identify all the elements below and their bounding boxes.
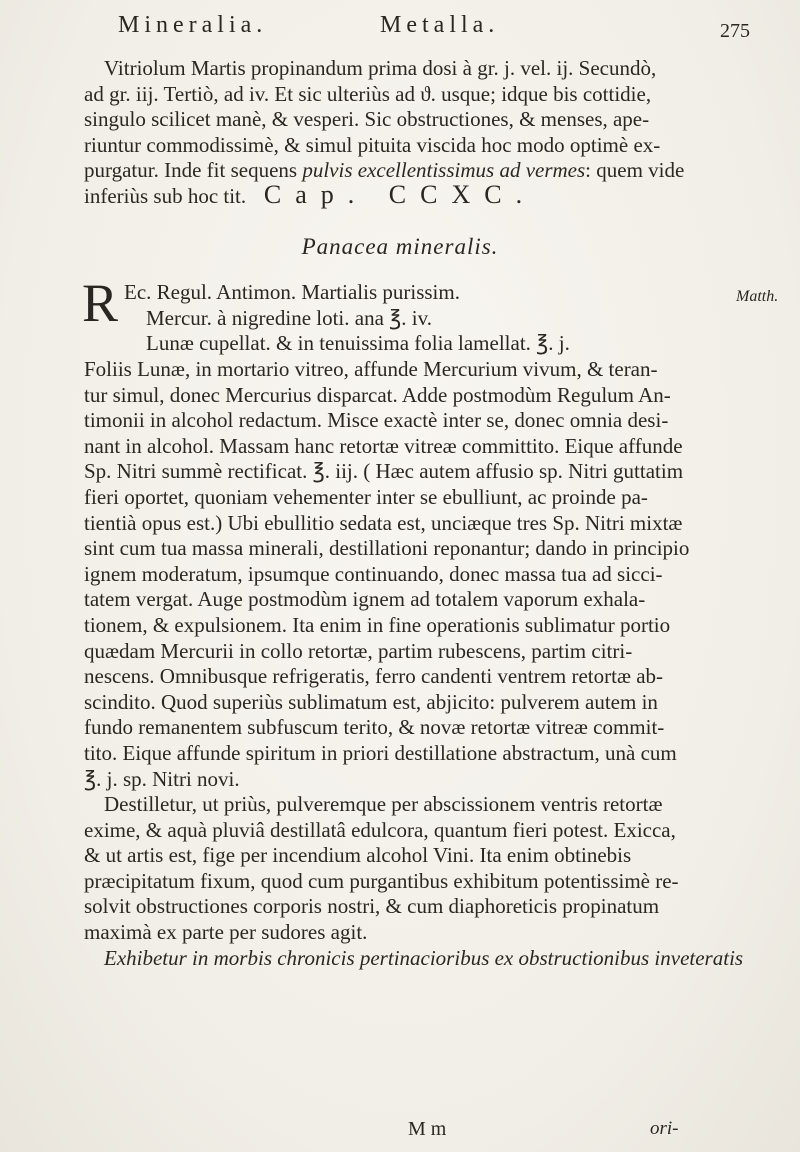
body-line: tatem vergat. Auge postmodùm ignem ad totalem vaporum exhala- [84, 587, 646, 612]
body-line: fundo remanentem subfuscum terito, & novæ retortæ vitreæ commit- [84, 715, 665, 740]
recipe-line: Mercur. à nigredine loti. ana ℥. iv. [146, 305, 433, 330]
intro-line: ad gr. iij. Tertiò, ad iv. Et sic ulteriùs ad ϑ. usque; idque bis cottidie, [84, 81, 652, 106]
body-line: sint cum tua massa minerali, destillationi reponantur; dando in principio [84, 536, 690, 561]
recipe-line: Ec. Regul. Antimon. Martialis purissim. [124, 280, 460, 304]
chapter-heading: Cap. CCXC. [263, 180, 537, 209]
body-line: tientià opus est.) Ubi ebullitio sedata est, unciæque tres Sp. Nitri mixtæ [84, 510, 683, 535]
body-line: timonii in alcohol redactum. Misce exactè inter se, donec omnia desi- [84, 408, 669, 433]
running-head-right: Metalla. [380, 12, 500, 38]
body-line: præcipitatum fixum, quod cum purgantibus exhibitum potentissimè re- [84, 868, 679, 893]
intro-line-tail: : quem vide [585, 158, 685, 183]
remedy-title: pulvis excellentissimus ad vermes [302, 158, 586, 183]
intro-line: singulo scilicet manè, & vesperi. Sic obstructiones, & menses, ape- [84, 107, 650, 132]
body-line: fieri oportet, quoniam vehementer inter se ebulliunt, ac proinde pa- [84, 484, 648, 509]
body-line: scindito. Quod superiùs sublimatum est, abjicito: pulverem autem in [84, 689, 658, 714]
body-line: quædam Mercurii in collo retortæ, partim rubescens, partim citri- [84, 638, 633, 663]
body-line: tionem, & expulsionem. Ita enim in fine operationis sublimatur portio [84, 612, 671, 637]
intro-line: Vitriolum Martis propinandum prima dosi à gr. j. vel. ij. Secundò, [104, 56, 657, 80]
running-head-left: Mineralia. [118, 12, 268, 38]
running-head [118, 12, 718, 52]
closing-italic-line: Exhibetur in morbis chronicis pertinacioribus ex obstructionibus inveteratis [104, 945, 744, 970]
body-line: tur simul, donec Mercurius disparcat. Adde postmodùm Regulum An- [84, 382, 671, 407]
body-line: Destilletur, ut priùs, pulveremque per abscissionem ventris retortæ [104, 792, 663, 817]
page-number: 275 [720, 20, 750, 42]
body-line: nant in alcohol. Massam hanc retortæ vitreæ committito. Eique affunde [84, 433, 683, 458]
chapter-subtitle: Panacea mineralis. [301, 234, 499, 259]
intro-line: inferiùs sub hoc tit. [84, 183, 247, 208]
drop-cap: R [82, 273, 119, 333]
catchword: ori- [650, 1118, 679, 1139]
body-line: & ut artis est, fige per incendium alcohol Vini. Ita enim obtinebis [84, 843, 632, 868]
intro-line-text: purgatur. Inde fit sequens [84, 158, 298, 183]
body-line: ℥. j. sp. Nitri novi. [84, 766, 240, 791]
body-paragraph [84, 357, 774, 971]
recipe-block [84, 280, 774, 357]
recipe-line: Lunæ cupellat. & in tenuissima folia lamellat. ℥. j. [146, 331, 570, 356]
body-line: exime, & aquà pluviâ destillatâ edulcora, quantum fieri potest. Exicca, [84, 817, 676, 842]
body-line: maximà ex parte per sudores agit. [84, 920, 368, 945]
body-line: solvit obstructiones corporis nostri, & cum diaphoreticis propinatum [84, 894, 660, 919]
body-line: Foliis Lunæ, in mortario vitreo, affunde Mercurium vivum, & teran- [84, 357, 658, 381]
signature-mark: M m [408, 1118, 447, 1140]
margin-note: Matth. [736, 288, 779, 305]
intro-line: riuntur commodissimè, & simul pituita viscida hoc modo optimè ex- [84, 132, 661, 157]
body-line: tito. Eique affunde spiritum in priori destillatione abstractum, unà cum [84, 740, 677, 765]
body-line: nescens. Omnibusque refrigeratis, ferro candenti ventrem retortæ ab- [84, 664, 664, 689]
body-line: Sp. Nitri summè rectificat. ℥. iij. ( Hæc autem affusio sp. Nitri guttatim [84, 459, 684, 484]
body-line: ignem moderatum, ipsumque continuando, donec massa tua ad sicci- [84, 561, 663, 586]
